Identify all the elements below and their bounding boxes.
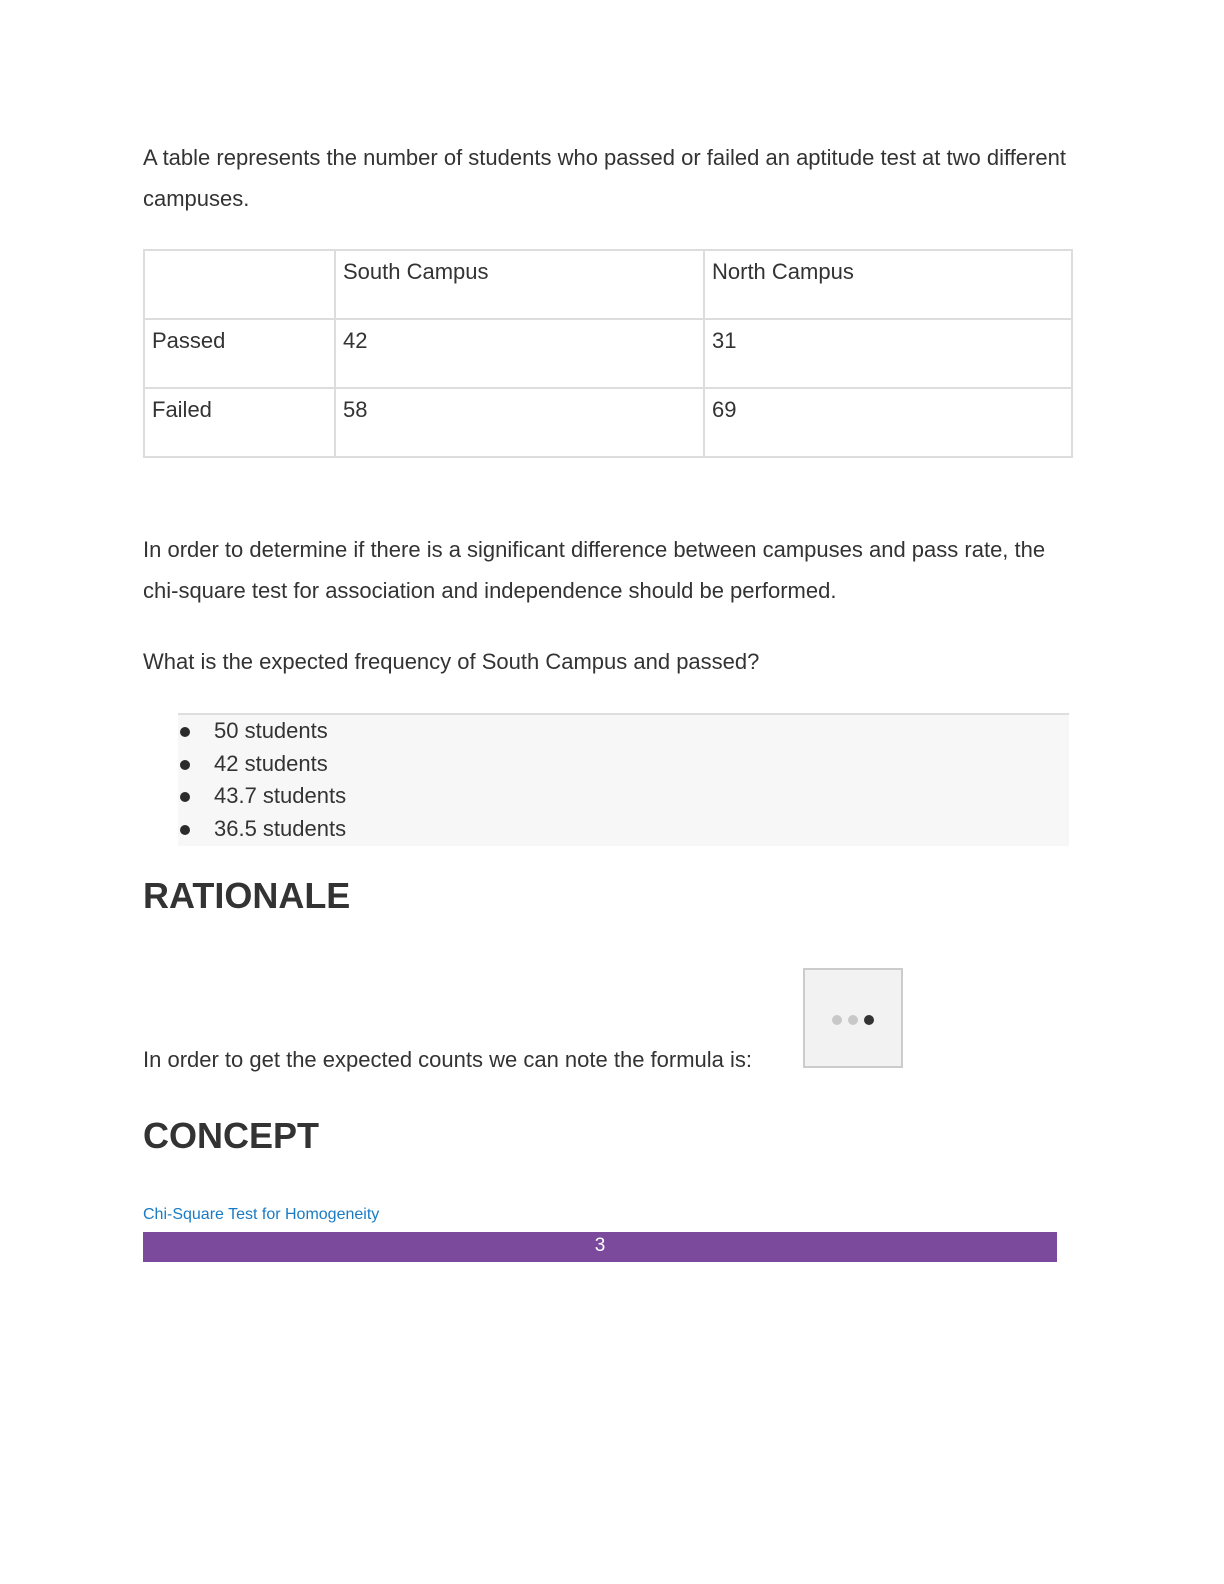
method-paragraph: In order to determine if there is a significant difference between campuses and pass rate, the chi-square test for association and independence should be performed.: [143, 537, 1046, 603]
bullet-icon: [180, 727, 190, 737]
answer-choice[interactable]: [178, 716, 1069, 749]
table-row: [144, 319, 1072, 388]
page-number: 3: [594, 1235, 606, 1256]
table-cell: 58: [335, 388, 704, 457]
answer-choices: [178, 713, 1069, 846]
answer-choice[interactable]: [178, 749, 1069, 782]
table-cell: 69: [704, 388, 1072, 457]
answer-label: 42 students: [214, 750, 328, 776]
table-cell: 42: [335, 319, 704, 388]
table-header-cell: North Campus: [704, 250, 1072, 319]
intro-paragraph: A table represents the number of students who passed or failed an aptitude test at two different campuses.: [143, 145, 1066, 211]
answer-label: 36.5 students: [214, 816, 347, 842]
formula-paragraph: In order to get the expected counts we can note the formula is:: [143, 1047, 753, 1072]
bullet-icon: [180, 760, 190, 770]
bullet-icon: [180, 792, 190, 802]
rationale-heading: RATIONALE: [143, 875, 351, 916]
page-footer-bar: [143, 1232, 1057, 1262]
question-text: What is the expected frequency of South Campus and passed?: [143, 649, 760, 674]
campus-results-table: [143, 249, 1073, 458]
table-row: [144, 388, 1072, 457]
answer-choice[interactable]: [178, 781, 1069, 814]
table-header-row: [144, 250, 1072, 319]
formula-image-placeholder: [803, 968, 903, 1068]
concept-link[interactable]: Chi-Square Test for Homogeneity: [143, 1206, 380, 1223]
loading-dot-icon: [848, 1015, 858, 1025]
table-header-cell: South Campus: [335, 250, 704, 319]
table-cell: Failed: [144, 388, 335, 457]
answer-label: 43.7 students: [214, 783, 347, 809]
loading-dot-icon: [864, 1015, 874, 1025]
answer-label: 50 students: [214, 718, 328, 743]
loading-dot-icon: [832, 1015, 842, 1025]
table-cell: 31: [704, 319, 1072, 388]
answer-choice[interactable]: [178, 814, 1069, 847]
table-header-cell: [144, 250, 335, 319]
concept-heading: CONCEPT: [143, 1115, 320, 1156]
bullet-icon: [180, 825, 190, 835]
table-cell: Passed: [144, 319, 335, 388]
